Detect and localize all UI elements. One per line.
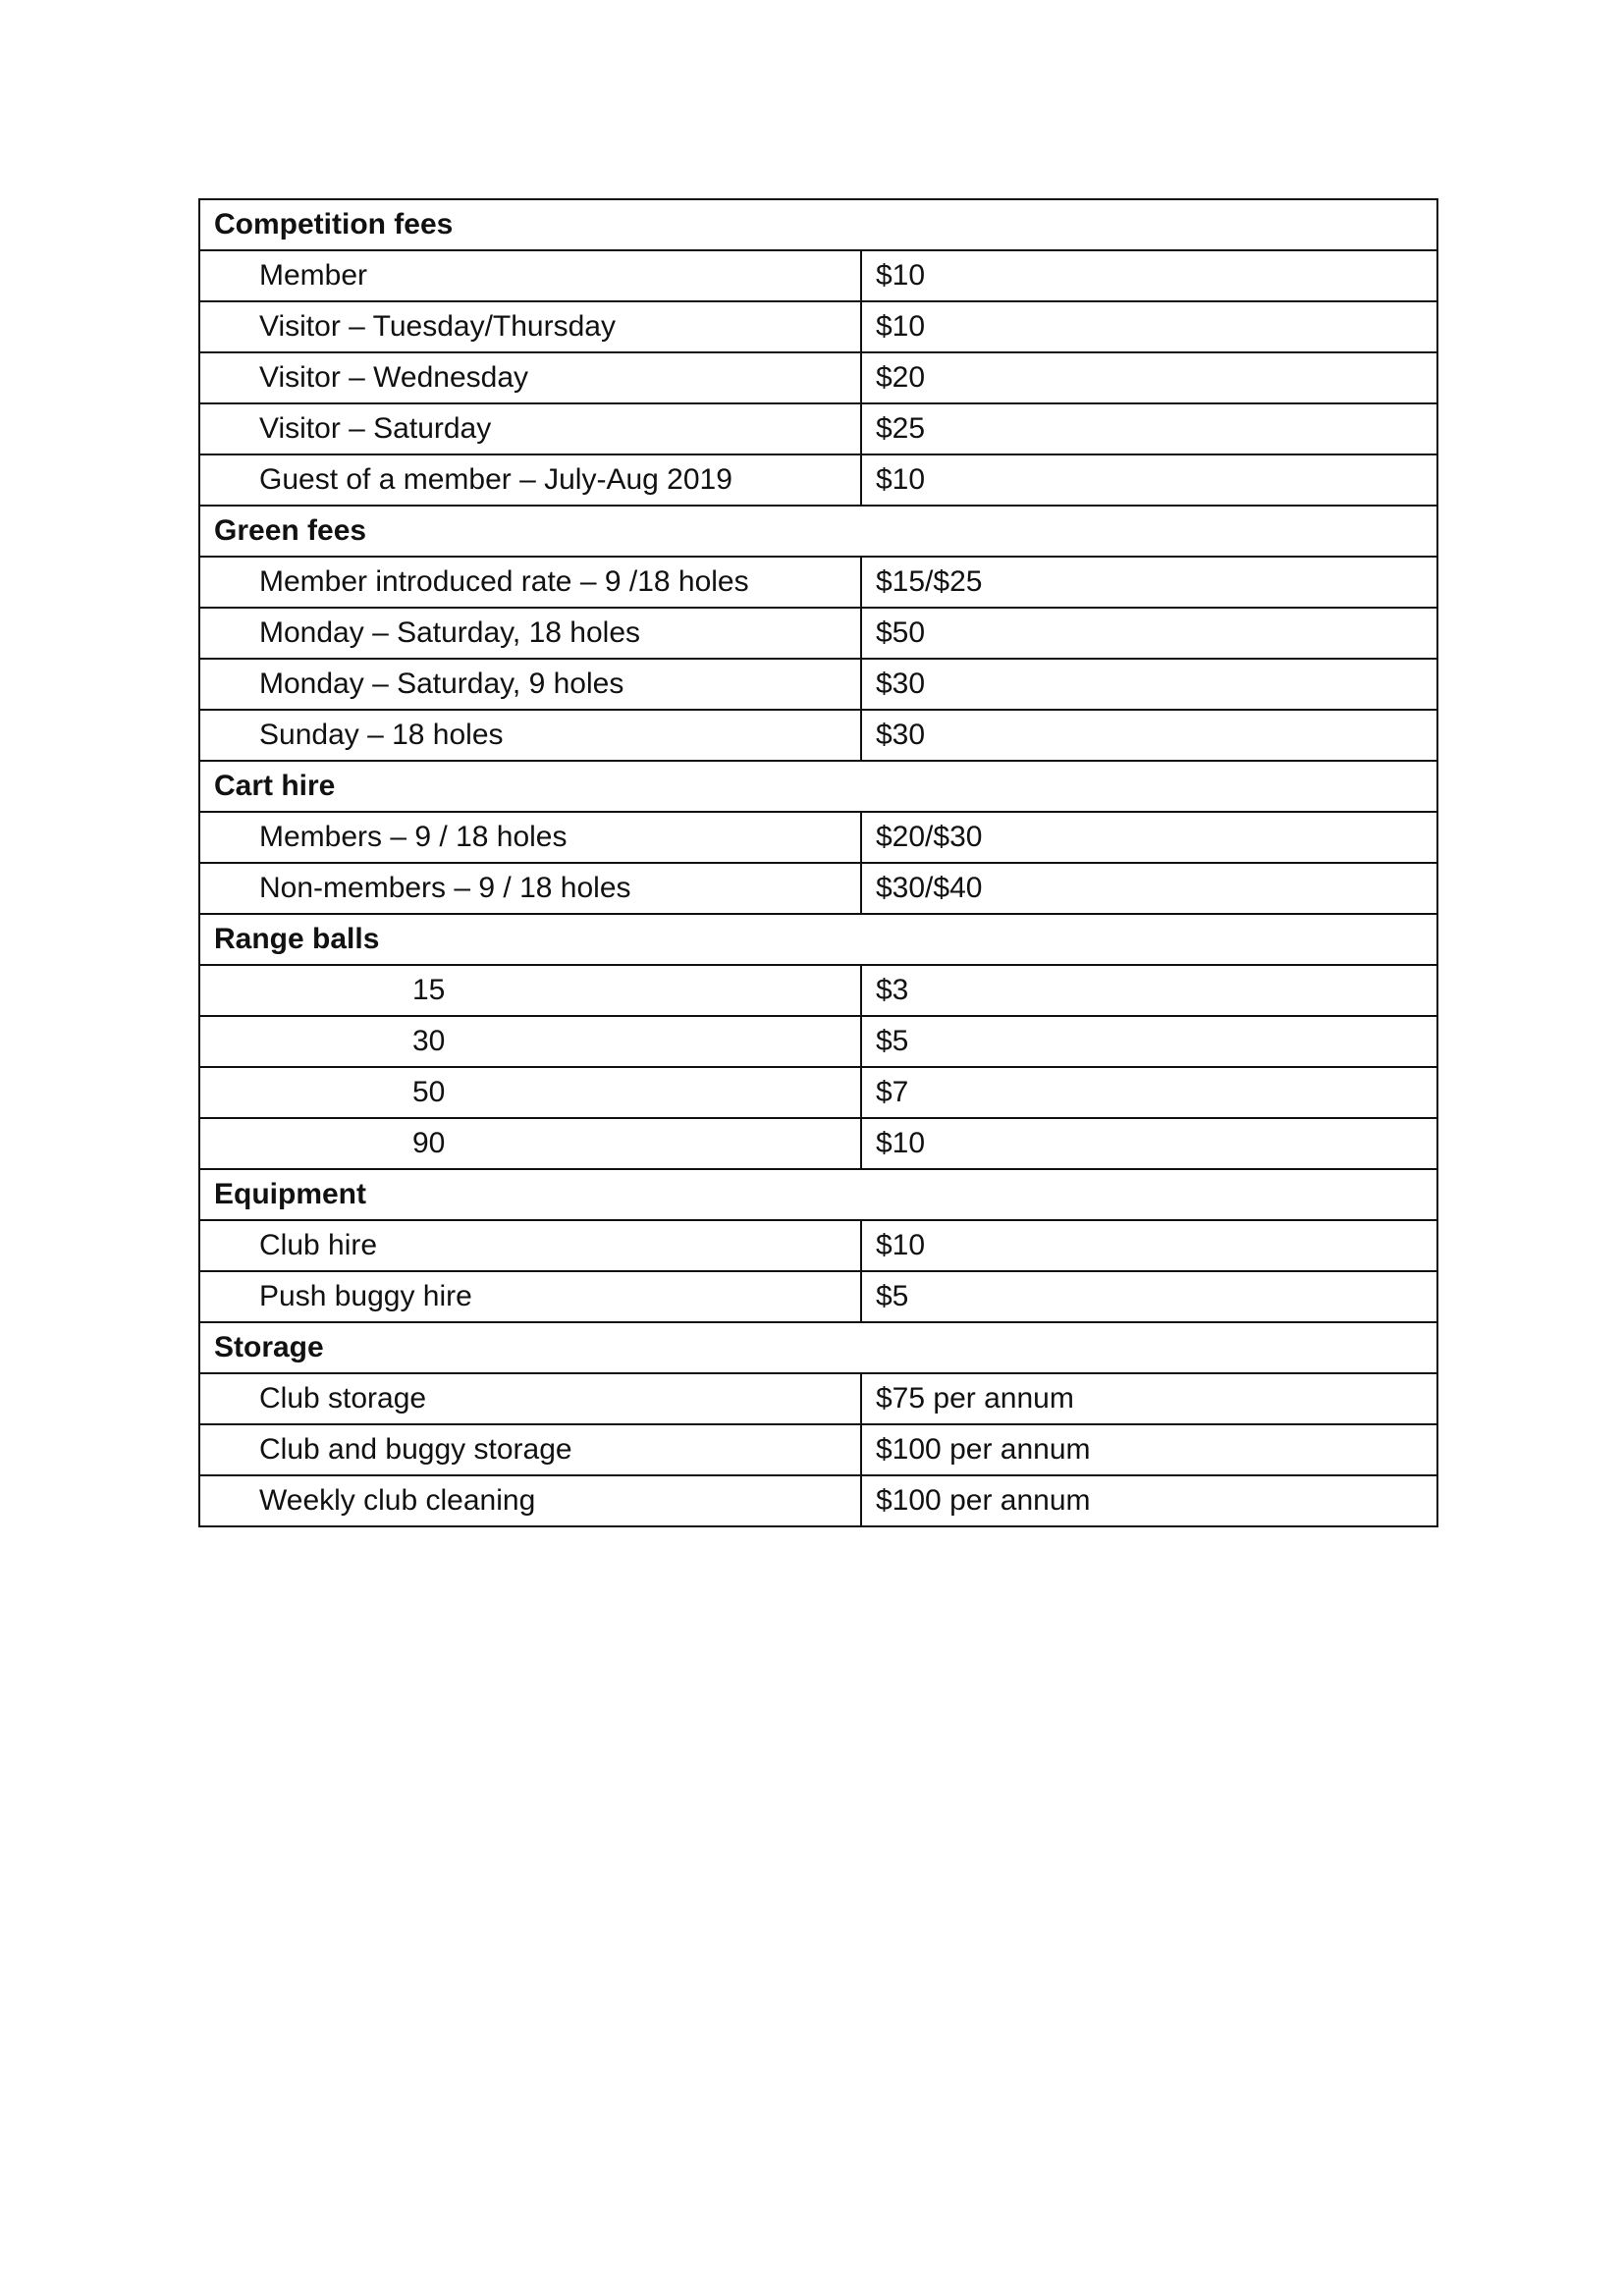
table-row — [199, 1373, 1437, 1424]
row-label: Club hire — [199, 1220, 861, 1271]
row-price: $10 — [861, 1118, 1437, 1169]
row-price: $100 per annum — [861, 1475, 1437, 1526]
row-price: $10 — [861, 1220, 1437, 1271]
row-label: Visitor – Saturday — [199, 403, 861, 454]
section-header-row — [199, 1322, 1437, 1373]
section-title-green-fees: Green fees — [199, 506, 1437, 557]
row-price: $5 — [861, 1016, 1437, 1067]
row-label: Non-members – 9 / 18 holes — [199, 863, 861, 914]
row-price: $3 — [861, 965, 1437, 1016]
table-row — [199, 250, 1437, 301]
row-price: $15/$25 — [861, 557, 1437, 608]
row-label: Monday – Saturday, 18 holes — [199, 608, 861, 659]
section-title-range-balls: Range balls — [199, 914, 1437, 965]
section-header-row — [199, 1169, 1437, 1220]
row-price: $50 — [861, 608, 1437, 659]
table-row — [199, 659, 1437, 710]
row-label: Club storage — [199, 1373, 861, 1424]
table-row — [199, 1016, 1437, 1067]
row-label: Weekly club cleaning — [199, 1475, 861, 1526]
row-price: $25 — [861, 403, 1437, 454]
table-row — [199, 403, 1437, 454]
row-label: Club and buggy storage — [199, 1424, 861, 1475]
section-title-competition-fees: Competition fees — [199, 199, 1437, 250]
section-title-storage: Storage — [199, 1322, 1437, 1373]
fees-table — [198, 198, 1438, 1527]
table-row — [199, 1271, 1437, 1322]
table-row — [199, 454, 1437, 506]
row-price: $10 — [861, 301, 1437, 352]
section-header-row — [199, 761, 1437, 812]
table-row — [199, 863, 1437, 914]
row-label: Visitor – Wednesday — [199, 352, 861, 403]
table-row — [199, 557, 1437, 608]
table-row — [199, 1475, 1437, 1526]
row-price: $30/$40 — [861, 863, 1437, 914]
row-label: Member — [199, 250, 861, 301]
row-label: Monday – Saturday, 9 holes — [199, 659, 861, 710]
table-row — [199, 1067, 1437, 1118]
table-row — [199, 965, 1437, 1016]
row-label: 30 — [199, 1016, 861, 1067]
table-row — [199, 608, 1437, 659]
section-title-equipment: Equipment — [199, 1169, 1437, 1220]
row-label: Guest of a member – July-Aug 2019 — [199, 454, 861, 506]
row-price: $10 — [861, 454, 1437, 506]
row-price: $100 per annum — [861, 1424, 1437, 1475]
row-label: Member introduced rate – 9 /18 holes — [199, 557, 861, 608]
table-row — [199, 1220, 1437, 1271]
table-row — [199, 1118, 1437, 1169]
row-label: Push buggy hire — [199, 1271, 861, 1322]
row-price: $7 — [861, 1067, 1437, 1118]
row-price: $10 — [861, 250, 1437, 301]
row-price: $20/$30 — [861, 812, 1437, 863]
table-row — [199, 812, 1437, 863]
section-header-row — [199, 914, 1437, 965]
row-price: $20 — [861, 352, 1437, 403]
row-label: Members – 9 / 18 holes — [199, 812, 861, 863]
row-label: 90 — [199, 1118, 861, 1169]
table-row — [199, 1424, 1437, 1475]
row-label: Sunday – 18 holes — [199, 710, 861, 761]
row-label: Visitor – Tuesday/Thursday — [199, 301, 861, 352]
row-price: $5 — [861, 1271, 1437, 1322]
row-price: $30 — [861, 659, 1437, 710]
row-price: $30 — [861, 710, 1437, 761]
row-label: 50 — [199, 1067, 861, 1118]
section-header-row — [199, 506, 1437, 557]
table-row — [199, 301, 1437, 352]
row-label: 15 — [199, 965, 861, 1016]
section-title-cart-hire: Cart hire — [199, 761, 1437, 812]
table-row — [199, 710, 1437, 761]
table-row — [199, 352, 1437, 403]
section-header-row — [199, 199, 1437, 250]
row-price: $75 per annum — [861, 1373, 1437, 1424]
